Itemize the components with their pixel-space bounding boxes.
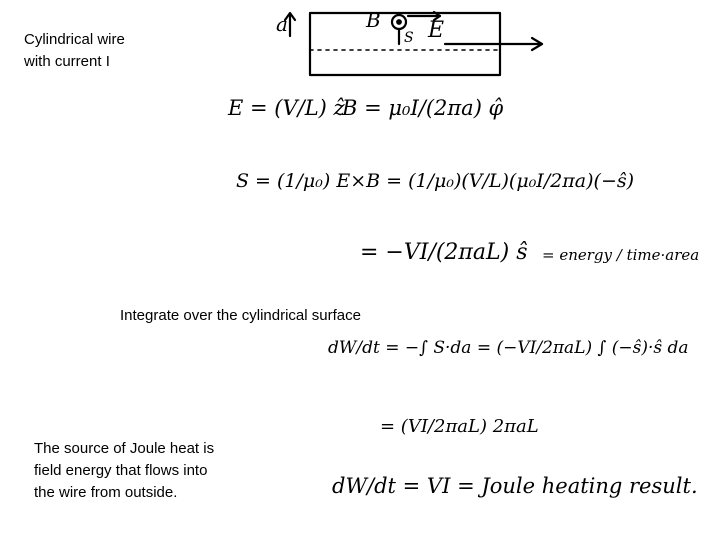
joule-caption: The source of Joule heat is field energy that flows into the wire from outside. — [34, 440, 215, 501]
energy-value: = (VI/2πaL) 2πaL — [380, 416, 539, 437]
poynting-equation: S = (1/μ₀) E×B = (1/μ₀)(V/L)(μ₀I/2πa)(−ŝ) — [236, 170, 635, 192]
wire-diagram — [280, 0, 550, 90]
b-field-equation: B = μ₀I/(2πa) φ̂ — [342, 96, 504, 120]
radius-label: a — [276, 12, 288, 36]
poynting-result: = −VI/(2πaL) ŝ — [360, 240, 528, 265]
integrate-caption: Integrate over the cylindrical surface — [120, 307, 361, 324]
wire-s-label: S — [404, 30, 414, 46]
energy-units: = energy / time·area — [542, 246, 700, 264]
energy-integral: dW/dt = −∫ S·da = (−VI/2πaL) ∫ (−ŝ)·ŝ da — [328, 338, 689, 358]
b-field-dot — [397, 20, 401, 24]
joule-result: dW/dt = VI = Joule heating result. — [332, 474, 698, 498]
e-field-equation: E = (V/L) ẑ — [228, 96, 345, 120]
wire-e-label: E — [428, 18, 445, 43]
wire-caption: Cylindrical wire with current I — [24, 31, 125, 70]
wire-b-label: B — [366, 8, 381, 32]
